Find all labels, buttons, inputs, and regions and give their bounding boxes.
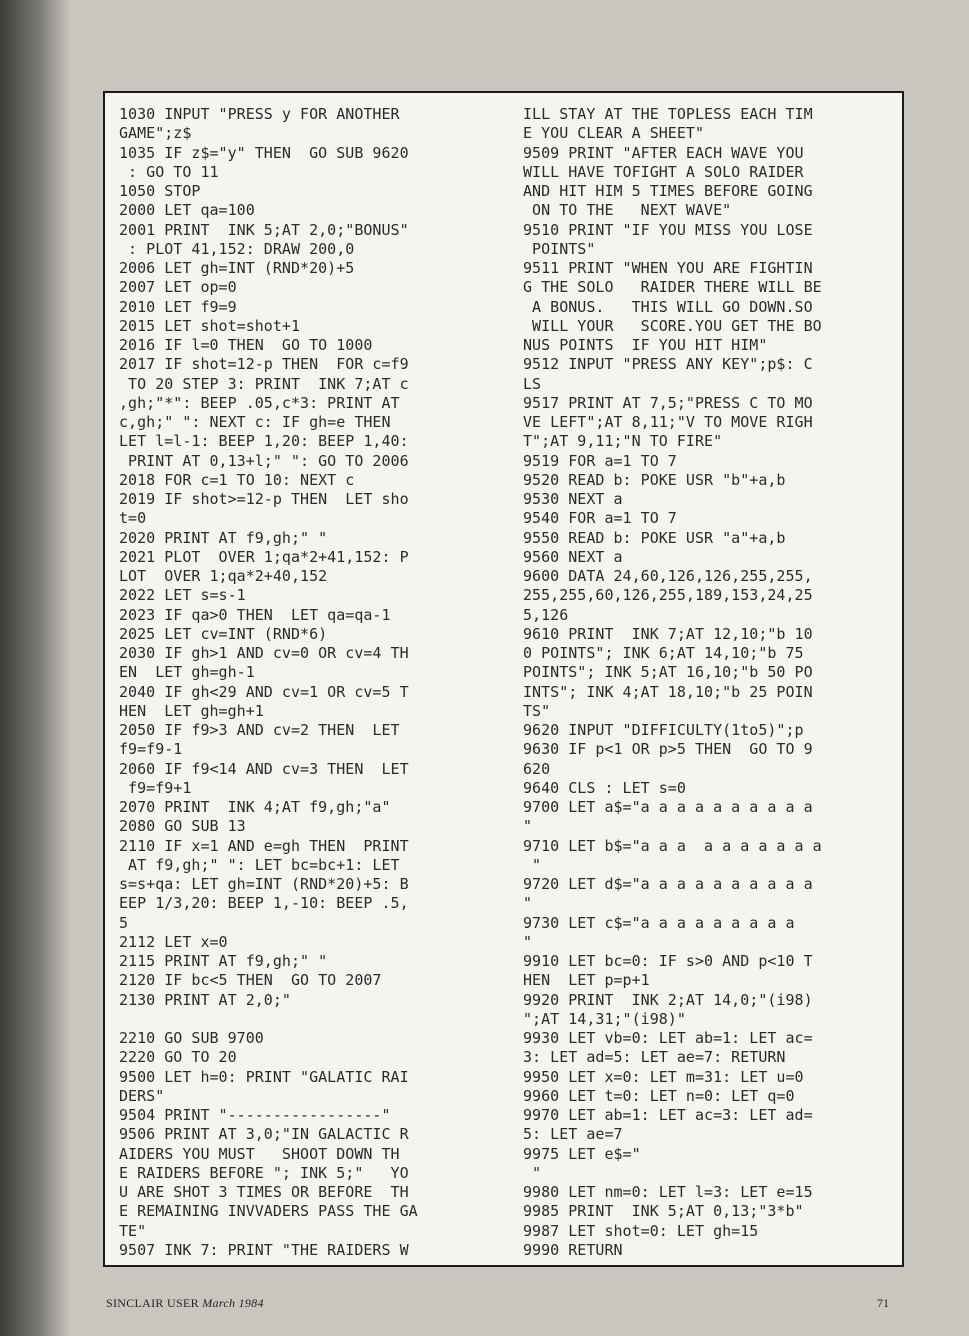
listing-line: 9520 READ b: POKE USR "b"+a,b: [523, 470, 786, 489]
listing-line: 2007 LET op=0: [119, 278, 237, 297]
listing-line: 9540 FOR a=1 TO 7: [523, 509, 677, 528]
listing-left-column: [119, 105, 499, 1260]
listing-line: AND HIT HIM 5 TIMES BEFORE GOING: [523, 182, 813, 200]
listing-line: 2040 IF gh<29 AND cv=1 OR cv=5 T: [119, 682, 409, 701]
listing-line: 9610 PRINT INK 7;AT 12,10;"b 10: [523, 624, 813, 643]
page-number: 71: [877, 1296, 889, 1310]
listing-line: 9985 PRINT INK 5;AT 0,13;"3*b": [523, 1202, 804, 1221]
listing-line: HEN LET gh=gh+1: [119, 701, 264, 720]
listing-line: 9517 PRINT AT 7,5;"PRESS C TO MO: [523, 393, 813, 412]
listing-right-column: [523, 105, 903, 1260]
listing-line: WILL YOUR SCORE.YOU GET THE BO: [523, 316, 822, 335]
listing-line: ": [523, 1163, 542, 1182]
listing-line: 2220 GO TO 20: [119, 1048, 237, 1067]
listing-line: E YOU CLEAR A SHEET": [523, 124, 705, 143]
listing-line: 9506 PRINT AT 3,0;"IN GALACTIC R: [119, 1125, 409, 1144]
listing-line: ON TO THE NEXT WAVE": [523, 201, 732, 220]
listing-line: 2030 IF gh>1 AND cv=0 OR cv=4 TH: [119, 644, 409, 662]
listing-line: 2006 LET gh=INT (RND*20)+5: [119, 259, 355, 277]
listing-line: 2015 LET shot=shot+1: [119, 316, 301, 335]
listing-line: 9720 LET d$="a a a a a a a a a a: [523, 875, 813, 893]
listing-line: LOT OVER 1;qa*2+40,152: [119, 567, 328, 585]
listing-line: LET l=l-1: BEEP 1,20: BEEP 1,40:: [119, 432, 409, 451]
listing-line: 2050 IF f9>3 AND cv=2 THEN LET: [119, 721, 400, 739]
listing-line: 2080 GO SUB 13: [119, 817, 246, 836]
listing-line: 2021 PLOT OVER 1;qa*2+41,152: P: [119, 547, 409, 566]
magazine-name: SINCLAIR USER: [106, 1296, 199, 1310]
listing-line: 2112 LET x=0: [119, 932, 228, 951]
listing-line: 9511 PRINT "WHEN YOU ARE FIGHTIN: [523, 259, 813, 277]
listing-line: 2022 LET s=s-1: [119, 586, 246, 605]
listing-line: 9700 LET a$="a a a a a a a a a a: [523, 798, 813, 816]
listing-line: NUS POINTS IF YOU HIT HIM": [523, 336, 768, 354]
listing-line: 9630 IF p<1 OR p>5 THEN GO TO 9: [523, 740, 813, 759]
listing-line: 9710 LET b$="a a a a a a a a a a: [523, 836, 822, 855]
listing-line: 9920 PRINT INK 2;AT 14,0;"(i98): [523, 990, 813, 1009]
listing-line: 9975 LET e$=": [523, 1144, 641, 1163]
listing-line: 9560 NEXT a: [523, 547, 623, 566]
listing-line: 9987 LET shot=0: LET gh=15: [523, 1221, 759, 1240]
listing-line: GAME";z$: [119, 124, 192, 143]
listing-line: G THE SOLO RAIDER THERE WILL BE: [523, 278, 822, 297]
listing-line: 3: LET ad=5: LET ae=7: RETURN: [523, 1048, 786, 1067]
listing-line: 2020 PRINT AT f9,gh;" ": [119, 528, 328, 547]
listing-line: f9=f9+1: [119, 778, 192, 797]
listing-line: 2018 FOR c=1 TO 10: NEXT c: [119, 470, 355, 489]
issue-date: March 1984: [202, 1296, 264, 1310]
listing-line: E RAIDERS BEFORE "; INK 5;" YO: [119, 1163, 409, 1182]
listing-line: 9930 LET vb=0: LET ab=1: LET ac=: [523, 1029, 813, 1047]
listing-line: 0 POINTS"; INK 6;AT 14,10;"b 75: [523, 644, 804, 662]
listing-line: 2001 PRINT INK 5;AT 2,0;"BONUS": [119, 220, 409, 239]
listing-line: 9519 FOR a=1 TO 7: [523, 451, 677, 470]
listing-line: LS: [523, 374, 542, 393]
listing-line: EN LET gh=gh-1: [119, 663, 255, 682]
listing-line: 2060 IF f9<14 AND cv=3 THEN LET: [119, 759, 409, 778]
listing-line: s=s+qa: LET gh=INT (RND*20)+5: B: [119, 875, 409, 893]
listing-line: 2023 IF qa>0 THEN LET qa=qa-1: [119, 605, 391, 624]
listing-line: ": [523, 817, 533, 836]
listing-line: : GO TO 11: [119, 162, 219, 181]
listing-line: 9507 INK 7: PRINT "THE RAIDERS W: [119, 1240, 409, 1259]
listing-line: E REMAINING INVVADERS PASS THE GA: [119, 1202, 418, 1221]
listing-line: DERS": [119, 1086, 165, 1105]
listing-line: [119, 1010, 499, 1029]
listing-line: 1035 IF z$="y" THEN GO SUB 9620: [119, 143, 409, 162]
listing-line: ": [523, 894, 533, 913]
listing-line: INTS"; INK 4;AT 18,10;"b 25 POIN: [523, 682, 813, 701]
listing-line: 255,255,60,126,255,189,153,24,25: [523, 586, 813, 605]
listing-line: 2016 IF l=0 THEN GO TO 1000: [119, 336, 373, 354]
listing-line: TO 20 STEP 3: PRINT INK 7;AT c: [119, 374, 409, 393]
listing-line: ILL STAY AT THE TOPLESS EACH TIM: [523, 105, 813, 123]
listing-line: 9990 RETURN: [523, 1240, 623, 1259]
binding-shadow: [0, 0, 70, 1336]
listing-line: 2120 IF bc<5 THEN GO TO 2007: [119, 971, 382, 990]
listing-line: 2115 PRINT AT f9,gh;" ": [119, 952, 328, 970]
listing-line: A BONUS. THIS WILL GO DOWN.SO: [523, 297, 813, 316]
listing-line: 9640 CLS : LET s=0: [523, 778, 686, 797]
program-listing: [103, 91, 904, 1267]
listing-line: 5: LET ae=7: [523, 1125, 623, 1144]
listing-line: 9970 LET ab=1: LET ac=3: LET ad=: [523, 1106, 813, 1124]
listing-line: t=0: [119, 509, 147, 528]
listing-line: c,gh;" ": NEXT c: IF gh=e THEN: [119, 413, 391, 431]
listing-line: 9504 PRINT "-----------------": [119, 1106, 391, 1124]
listing-line: 9910 LET bc=0: IF s>0 AND p<10 T: [523, 952, 813, 970]
listing-line: 9620 INPUT "DIFFICULTY(1to5)";p: [523, 721, 804, 739]
listing-line: 2019 IF shot>=12-p THEN LET sho: [119, 490, 409, 508]
listing-line: POINTS": [523, 239, 596, 258]
listing-line: 1030 INPUT "PRESS y FOR ANOTHER: [119, 105, 400, 123]
listing-line: 2010 LET f9=9: [119, 297, 237, 316]
listing-line: 9530 NEXT a: [523, 490, 623, 508]
listing-line: 620: [523, 759, 551, 778]
listing-line: 2210 GO SUB 9700: [119, 1029, 264, 1047]
listing-line: 9500 LET h=0: PRINT "GALATIC RAI: [119, 1067, 409, 1086]
listing-line: ": [523, 932, 533, 951]
listing-line: HEN LET p=p+1: [523, 971, 650, 990]
listing-line: 9512 INPUT "PRESS ANY KEY";p$: C: [523, 355, 813, 374]
listing-line: 9600 DATA 24,60,126,126,255,255,: [523, 567, 813, 585]
listing-line: 2000 LET qa=100: [119, 201, 255, 220]
listing-line: TS": [523, 701, 551, 720]
listing-line: ";AT 14,31;"(i98)": [523, 1009, 686, 1028]
footer-credit: [106, 1296, 264, 1311]
listing-line: POINTS"; INK 5;AT 16,10;"b 50 PO: [523, 663, 813, 682]
listing-line: VE LEFT";AT 8,11;"V TO MOVE RIGH: [523, 413, 813, 431]
listing-line: 9510 PRINT "IF YOU MISS YOU LOSE: [523, 220, 813, 239]
listing-line: 2070 PRINT INK 4;AT f9,gh;"a": [119, 798, 391, 816]
listing-line: AIDERS YOU MUST SHOOT DOWN TH: [119, 1144, 400, 1163]
listing-line: AT f9,gh;" ": LET bc=bc+1: LET: [119, 855, 400, 874]
listing-line: 9550 READ b: POKE USR "a"+a,b: [523, 528, 786, 547]
listing-line: 2110 IF x=1 AND e=gh THEN PRINT: [119, 836, 409, 855]
listing-line: 5,126: [523, 605, 569, 624]
listing-line: 9950 LET x=0: LET m=31: LET u=0: [523, 1067, 804, 1086]
listing-line: EEP 1/3,20: BEEP 1,-10: BEEP .5,: [119, 894, 409, 913]
listing-line: 2025 LET cv=INT (RND*6): [119, 624, 328, 643]
listing-line: ,gh;"*": BEEP .05,c*3: PRINT AT: [119, 393, 400, 412]
listing-line: : PLOT 41,152: DRAW 200,0: [119, 239, 355, 258]
listing-line: 9509 PRINT "AFTER EACH WAVE YOU: [523, 143, 804, 162]
listing-line: ": [523, 855, 542, 874]
listing-line: 9980 LET nm=0: LET l=3: LET e=15: [523, 1183, 813, 1201]
listing-line: U ARE SHOT 3 TIMES OR BEFORE TH: [119, 1183, 409, 1201]
listing-line: TE": [119, 1221, 147, 1240]
listing-line: 1050 STOP: [119, 182, 201, 200]
listing-line: 2017 IF shot=12-p THEN FOR c=f9: [119, 355, 409, 374]
listing-line: WILL HAVE TOFIGHT A SOLO RAIDER: [523, 162, 804, 181]
listing-line: 9730 LET c$="a a a a a a a a a: [523, 913, 795, 932]
listing-line: 9960 LET t=0: LET n=0: LET q=0: [523, 1086, 795, 1105]
listing-line: 2130 PRINT AT 2,0;": [119, 990, 291, 1009]
listing-line: 5: [119, 913, 129, 932]
listing-line: PRINT AT 0,13+l;" ": GO TO 2006: [119, 451, 409, 470]
listing-line: T";AT 9,11;"N TO FIRE": [523, 432, 723, 451]
listing-line: f9=f9-1: [119, 740, 183, 759]
